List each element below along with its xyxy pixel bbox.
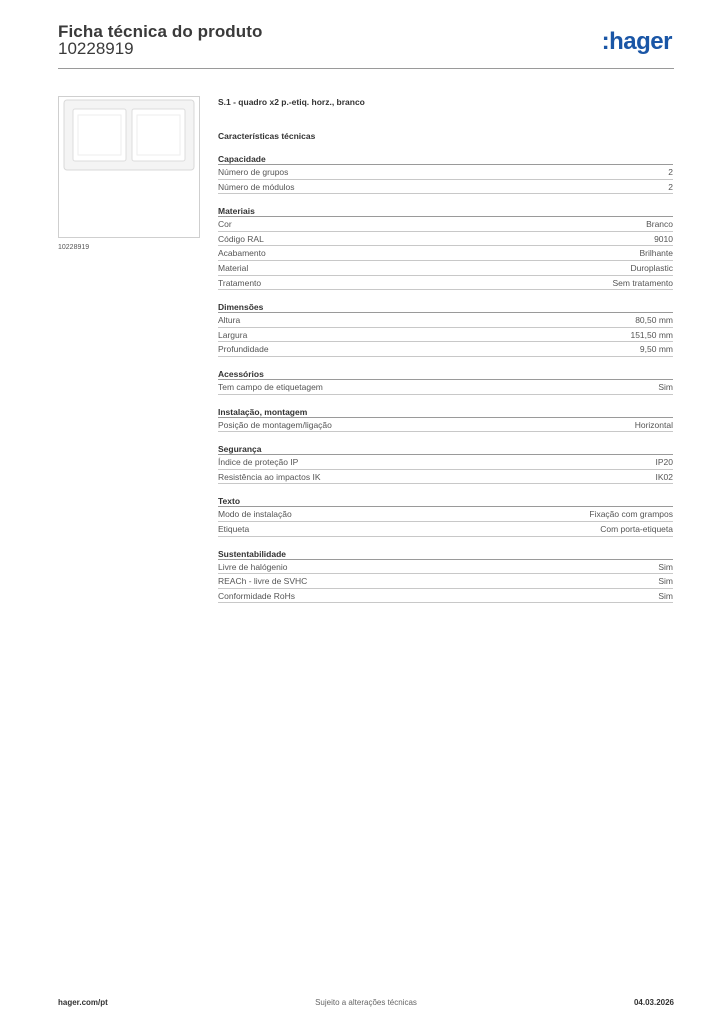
spec-group [218,301,673,357]
spec-value: 2 [668,167,673,177]
spec-value: Com porta-etiqueta [600,523,673,534]
spec-row [218,217,673,232]
spec-group [218,153,673,194]
spec-value: Brilhante [639,248,673,259]
spec-value: Horizontal [634,419,673,430]
spec-group [218,406,673,433]
spec-groups [218,153,673,603]
spec-value: 151,50 mm [630,329,673,340]
spec-row [218,276,673,291]
spec-row [218,180,673,195]
spec-group-title: Segurança [218,443,673,455]
spec-label: Etiqueta [218,523,250,534]
spec-group-title: Materiais [218,205,673,217]
product-name: S.1 - quadro x2 p.-etiq. horz., branco [218,97,365,107]
spec-label: Profundidade [218,344,269,355]
spec-group-title: Texto [218,495,673,507]
spec-value: Sem tratamento [612,277,673,288]
spec-label: Material [218,262,249,273]
spec-row [218,455,673,470]
spec-value: Sim [658,590,673,601]
spec-value: Sim [658,381,673,392]
spec-row [218,246,673,261]
spec-group-title: Capacidade [218,153,673,165]
spec-value: 2 [668,181,673,192]
spec-value: Sim [658,576,673,587]
spec-row [218,522,673,537]
spec-row [218,418,673,433]
spec-label: Altura [218,315,241,326]
footer-website[interactable]: hager.com/pt [58,998,108,1007]
spec-label: Modo de instalação [218,509,292,520]
spec-group [218,368,673,395]
spec-content [218,96,673,603]
spec-group-title: Dimensões [218,301,673,313]
spec-row [218,313,673,328]
spec-label: Número de módulos [218,181,295,192]
page-header [58,20,674,70]
spec-value: 80,50 mm [635,315,673,326]
spec-group [218,548,673,604]
footer-notice: Sujeito a alterações técnicas [315,998,417,1007]
spec-label: Código RAL [218,233,264,244]
spec-value: Sim [658,561,673,572]
spec-group [218,495,673,536]
product-image [58,96,200,238]
spec-row [218,589,673,604]
image-caption: 10228919 [58,244,90,251]
spec-value: IP20 [655,457,673,468]
spec-row [218,232,673,247]
spec-row [218,165,673,180]
spec-label: Índice de proteção IP [218,457,299,468]
page-footer [58,998,674,1012]
spec-value: 9,50 mm [639,344,673,355]
spec-label: Largura [218,329,248,340]
spec-value: Duroplastic [630,262,673,273]
spec-value: Branco [646,219,673,230]
spec-row [218,560,673,575]
spec-label: Cor [218,219,232,230]
spec-label: Livre de halógenio [218,561,288,572]
spec-value: 9010 [654,233,673,244]
spec-row [218,261,673,276]
spec-label: Tratamento [218,277,262,288]
spec-group [218,443,673,484]
document-reference: 10228919 [58,39,134,58]
spec-label: Resistência ao impactos IK [218,471,321,482]
spec-row [218,574,673,589]
spec-label: REACh - livre de SVHC [218,576,308,587]
spec-row [218,470,673,485]
spec-label: Acabamento [218,248,266,259]
header-divider [58,68,674,69]
double-frame-illustration [63,99,195,171]
spec-label: Posição de montagem/ligação [218,419,332,430]
spec-label: Número de grupos [218,167,289,177]
spec-label: Tem campo de etiquetagem [218,381,323,392]
spec-group-title: Instalação, montagem [218,406,673,418]
footer-date: 04.03.2026 [633,998,674,1007]
spec-group [218,205,673,290]
spec-row [218,342,673,357]
spec-row [218,380,673,395]
spec-value: Fixação com grampos [589,509,673,520]
hager-logo: :hager [601,28,672,55]
spec-group-title: Acessórios [218,368,673,380]
document-title: Ficha técnica do produto [58,22,263,41]
spec-label: Conformidade RoHs [218,590,296,601]
spec-row [218,507,673,522]
spec-group-title: Sustentabilidade [218,548,673,560]
section-heading: Características técnicas [218,131,316,141]
spec-row [218,328,673,343]
spec-value: IK02 [655,471,673,482]
